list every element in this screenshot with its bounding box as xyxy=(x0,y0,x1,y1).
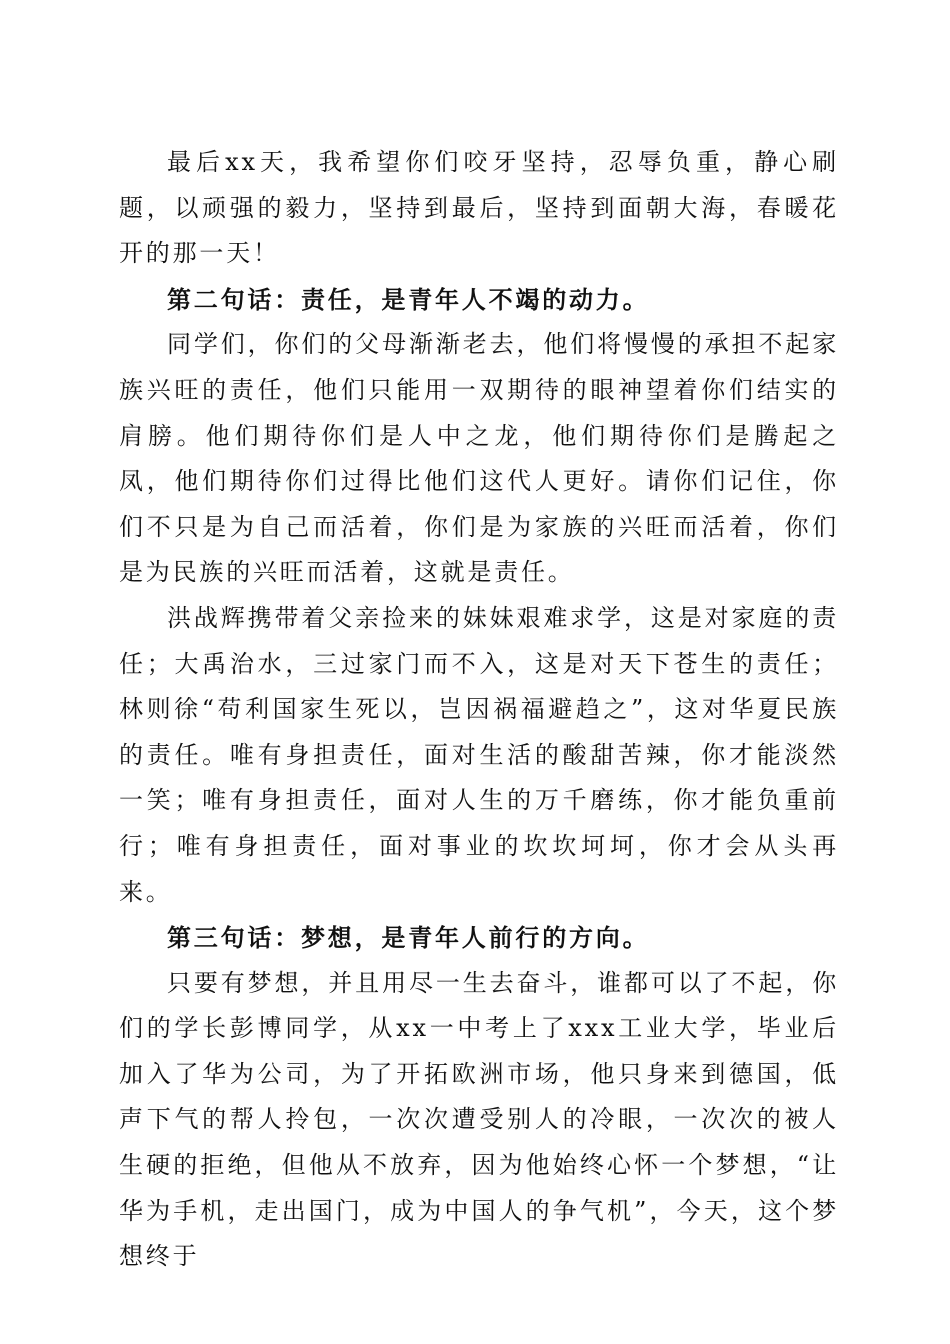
paragraph-responsibility-examples: 洪战辉携带着父亲捡来的妹妹艰难求学，这是对家庭的责任；大禹治水，三过家门而不入，这是对天下苍生的责任；林则徐“苟利国家生死以，岂因祸福避趋之”，这对华夏民族的责任。唯有身担责任，面对生活的酸甜苦辣，你才能淡然一笑；唯有身担责任，面对人生的万千磨练，你才能负重前行；唯有身担责任，面对事业的坎坎坷坷，你才会从头再来。 xyxy=(119,603,839,906)
paragraph-dream-story: 只要有梦想，并且用尽一生去奋斗，谁都可以了不起，你们的学长彭博同学，从xx一中考上了xxx工业大学，毕业后加入了华为公司，为了开拓欧洲市场，他只身来到德国，低声下气的帮人拎包，一次次遭受别人的冷眼，一次次的被人生硬的拒绝，但他从不放弃，因为他始终心怀一个梦想，“让华为手机，走出国门，成为中国人的争气机”，今天，这个梦想终于 xyxy=(119,968,839,1271)
document-body xyxy=(119,140,839,1280)
heading-second-sentence: 第二句话：责任，是青年人不竭的动力。 xyxy=(167,284,650,314)
heading-third-sentence: 第三句话：梦想，是青年人前行的方向。 xyxy=(167,923,650,953)
paragraph-parents-responsibility: 同学们，你们的父母渐渐老去，他们将慢慢的承担不起家族兴旺的责任，他们只能用一双期待的眼神望着你们结实的肩膀。他们期待你们是人中之龙，他们期待你们是腾起之凤，他们期待你们过得比他们这代人更好。请你们记住，你们不只是为自己而活着，你们是为家族的兴旺而活着，你们是为民族的兴旺而活着，这就是责任。 xyxy=(119,330,839,587)
paragraph-final-days: 最后xx天，我希望你们咬牙坚持，忍辱负重，静心刷题，以顽强的毅力，坚持到最后，坚持到面朝大海，春暖花开的那一天！ xyxy=(119,148,839,268)
